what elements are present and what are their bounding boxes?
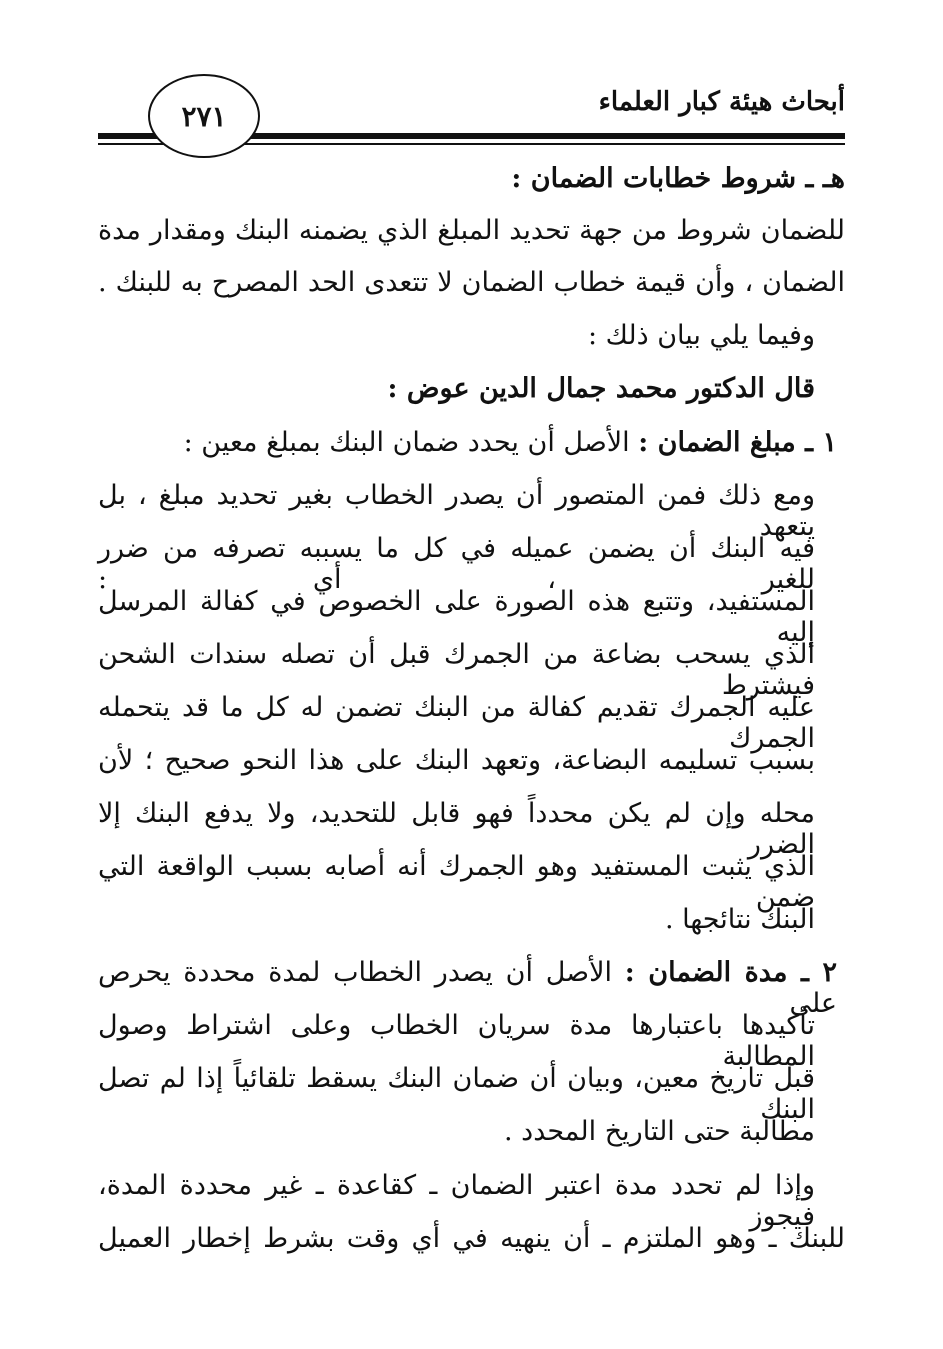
item2-first: الأصل أن يصدر الخطاب لمدة محددة يحرص على [98, 957, 837, 1019]
item1-first: الأصل أن يحدد ضمان البنك بمبلغ معين : [183, 427, 630, 458]
item1-line: بسبب تسليمه البضاعة، وتعهد البنك على هذا النحو صحيح ؛ لأن [98, 745, 815, 776]
page-number: ٢٧١ [181, 99, 227, 133]
closing-line: وإذا لم تحدد مدة اعتبر الضمان ـ كقاعدة ـ غير محددة المدة، فيجوز [98, 1170, 815, 1232]
body-line: للضمان شروط من جهة تحديد المبلغ الذي يضمنه البنك ومقدار مدة [98, 215, 845, 246]
item1-line: المستفيد، وتتبع هذه الصورة على الخصوص في كفالة المرسل إليه [98, 586, 815, 648]
item2-line: تأكيدها باعتبارها مدة سريان الخطاب وعلى اشتراط وصول المطالبة [98, 1010, 815, 1072]
item1-line: عليه الجمرك تقديم كفالة من البنك تضمن له كل ما قد يتحمله الجمرك [98, 692, 815, 754]
item1-lead: ١ ـ مبلغ الضمان : [638, 427, 837, 458]
item2-lead: ٢ ـ مدة الضمان : [624, 957, 837, 988]
body-line: الضمان ، وأن قيمة خطاب الضمان لا تتعدى الحد المصرح به للبنك . [98, 267, 845, 298]
item1-line: محله وإن لم يكن محدداً فهو قابل للتحديد، ولا يدفع البنك إلا الضرر [98, 798, 815, 860]
body-text [98, 0, 845, 1349]
item2-line: قبل تاريخ معين، وبيان أن ضمان البنك يسقط تلقائياً إذا لم تصل البنك [98, 1063, 815, 1125]
page-number-oval [148, 74, 260, 158]
item1-line: فيه البنك أن يضمن عميله في كل ما يسببه تصرفه من ضرر للغير ، أي : [98, 533, 815, 595]
item1-line: الذي يسحب بضاعة من الجمرك قبل أن تصله سندات الشحن فيشترط [98, 639, 815, 701]
body-line: وفيما يلي بيان ذلك : [587, 320, 815, 351]
running-header-title: أبحاث هيئة كبار العلماء [598, 87, 845, 117]
item2-line: مطالبة حتى التاريخ المحدد . [504, 1116, 815, 1147]
item1-first-line [98, 427, 837, 458]
quote-attribution: قال الدكتور محمد جمال الدين عوض : [387, 373, 815, 404]
item1-line: ومع ذلك فمن المتصور أن يصدر الخطاب بغير تحديد مبلغ ، بل يتعهد [98, 480, 815, 542]
section-heading: هـ ـ شروط خطابات الضمان : [511, 163, 845, 194]
item1-line: البنك نتائجها . [664, 904, 815, 935]
closing-line: للبنك ـ وهو الملتزم ـ أن ينهيه في أي وقت بشرط إخطار العميل [98, 1223, 845, 1254]
item1-line: الذي يثبت المستفيد وهو الجمرك أنه أصابه بسبب الواقعة التي ضمن [98, 851, 815, 913]
